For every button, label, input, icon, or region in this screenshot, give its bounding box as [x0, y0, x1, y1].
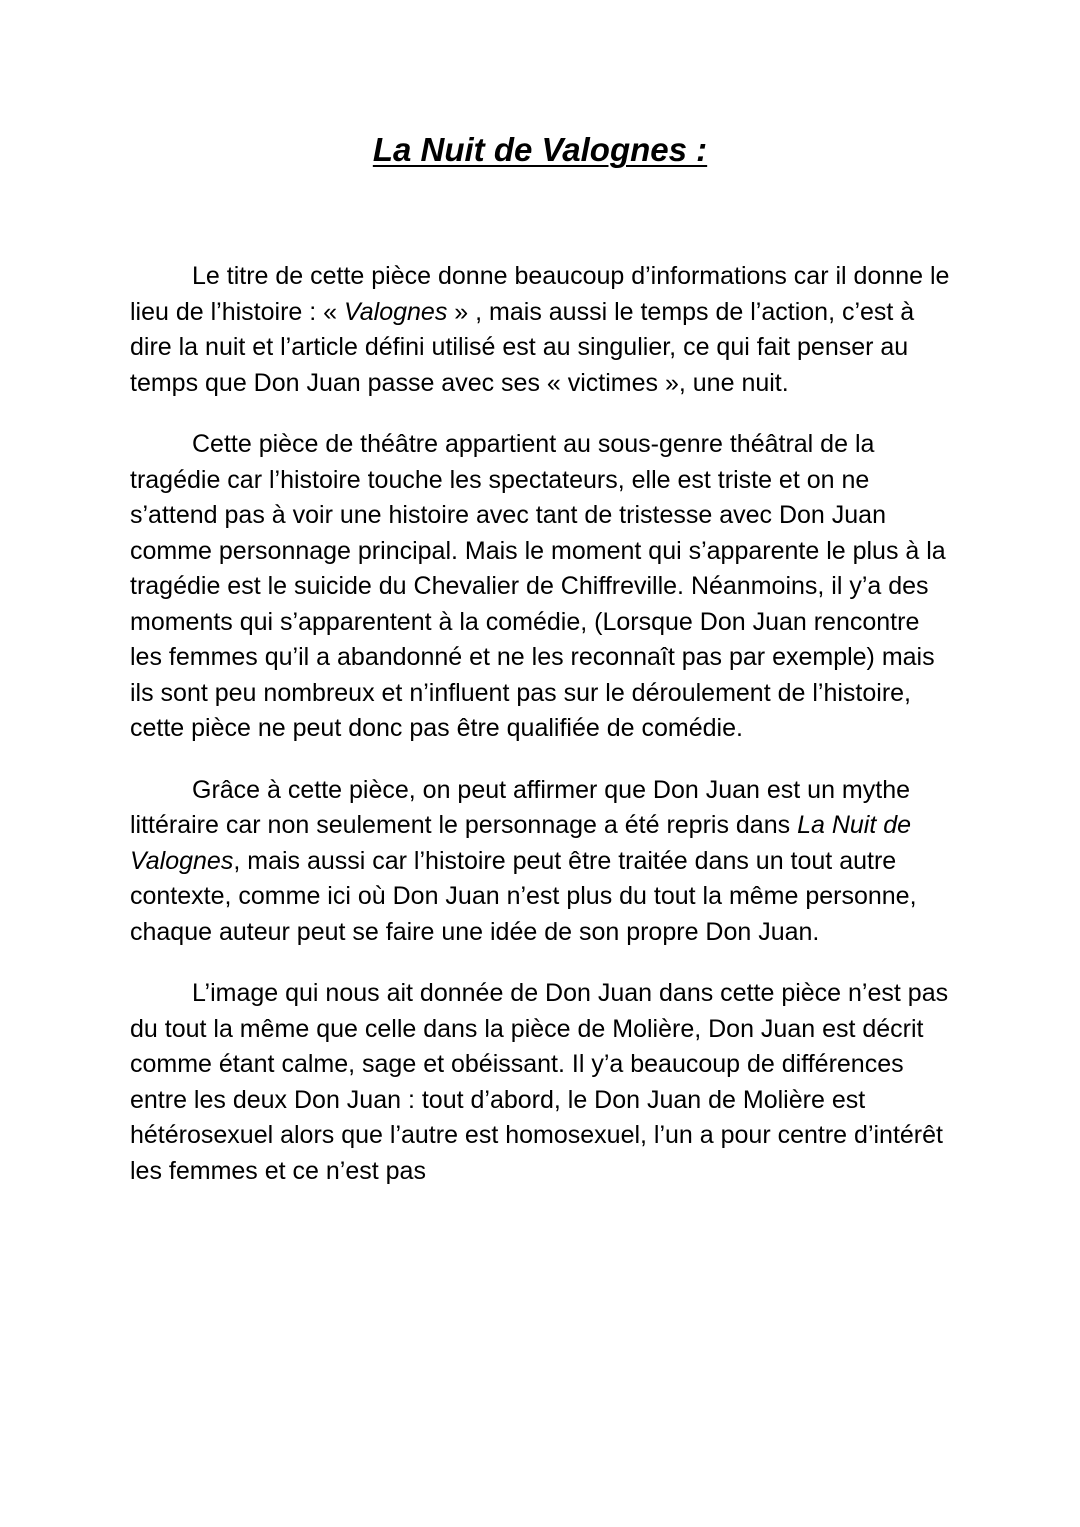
paragraph-1-segment-2: Valognes [344, 297, 448, 326]
paragraph-3-segment-2: La Nuit de Valognes [130, 811, 912, 875]
paragraph-1-segment-3: » , mais aussi le temps de l’action, c’est à dire la nuit et l’article défini utilisé est au singulier, ce qui fait penser au temps que Don Juan passe avec ses « victimes », une nuit. [130, 297, 915, 397]
paragraph-2 [130, 427, 952, 747]
paragraph-1-segment-1: Le titre de cette pièce donne beaucoup d’informations car il donne le lieu de l’histoire : « [130, 262, 950, 326]
paragraph-3-segment-1: Grâce à cette pièce, on peut affirmer que Don Juan est un mythe littéraire car non seulement le personnage a été repris dans [130, 775, 911, 839]
paragraph-4-segment-1: L’image qui nous ait donnée de Don Juan dans cette pièce n’est pas du tout la même que celle dans la pièce de Molière, Don Juan est décrit comme étant calme, sage et obéissant. Il y’a beaucoup de différences entre les deux Don Juan : tout d’abord, le Don Juan de Molière est hétérosexuel alors que l’autre est homosexuel, l’un a pour centre d’intérêt les femmes et ce n’est pas [130, 979, 949, 1185]
paragraph-3 [130, 773, 952, 951]
document-title: La Nuit de Valognes : [372, 131, 708, 168]
paragraph-2-segment-1: Cette pièce de théâtre appartient au sous-genre théâtral de la tragédie car l’histoire touche les spectateurs, elle est triste et on ne s’attend pas à voir une histoire avec tant de tristesse avec Don Juan comme personnage principal. Mais le moment qui s’apparente le plus à la tragédie est le suicide du Chevalier de Chiffreville. Néanmoins, il y’a des moments qui s’apparentent à la comédie, (Lorsque Don Juan rencontre les femmes qu’il a abandonné et ne les reconnaît pas par exemple) mais ils sont peu nombreux et n’influent pas sur le déroulement de l’histoire, cette pièce ne peut donc pas être qualifiée de comédie. [130, 430, 946, 742]
paragraph-3-segment-3: , mais aussi car l’histoire peut être traitée dans un tout autre contexte, comme ici où Don Juan n’est plus du tout la même personne, chaque auteur peut se faire une idée de son propre Don Juan. [130, 846, 917, 946]
paragraph-4 [130, 976, 952, 1189]
paragraph-1 [130, 259, 952, 401]
document-body [130, 259, 952, 1215]
